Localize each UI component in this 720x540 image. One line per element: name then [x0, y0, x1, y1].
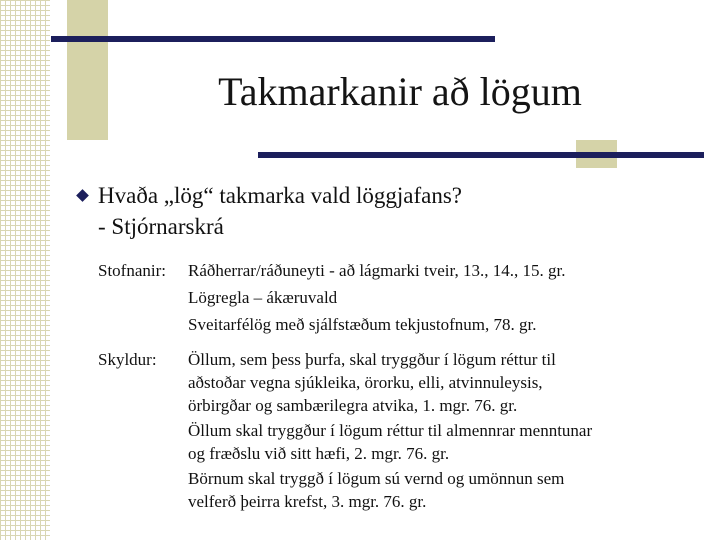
skyldur-line: Öllum, sem þess þurfa, skal tryggður í lögum réttur til — [188, 350, 556, 369]
stofnanir-line: Sveitarfélög með sjálfstæðum tekjustofnum, 78. gr. — [188, 315, 537, 334]
skyldur-line: velferð þeirra krefst, 3. mgr. 76. gr. — [188, 492, 427, 511]
stofnanir-line: Ráðherrar/ráðuneyti - að lágmarki tveir, 13., 14., 15. gr. — [188, 261, 566, 280]
skyldur-line: örbirgðar og sambærilegra atvika, 1. mgr. 76. gr. — [188, 396, 518, 415]
skyldur-line: Börnum skal tryggð í lögum sú vernd og umönnun sem — [188, 469, 565, 488]
skyldur-label: Skyldur: — [98, 350, 157, 369]
skyldur-line: aðstoðar vegna sjúkleika, örorku, elli, atvinnuleysis, — [188, 373, 543, 392]
diamond-bullet-icon — [76, 189, 89, 202]
olive-accent-block-top — [67, 0, 108, 140]
bullet-subtext: - Stjórnarskrá — [98, 214, 224, 239]
title-rule-top — [51, 36, 495, 42]
skyldur-line: og fræðslu við sitt hæfi, 2. mgr. 76. gr. — [188, 444, 450, 463]
slide-title: Takmarkanir að lögum — [218, 69, 582, 114]
title-rule-bottom — [258, 152, 704, 158]
bullet-question: Hvaða „lög“ takmarka vald löggjafans? — [98, 183, 463, 208]
stofnanir-label: Stofnanir: — [98, 261, 166, 280]
stofnanir-line: Lögregla – ákæruvald — [188, 288, 338, 307]
grid-pattern-decoration — [0, 0, 50, 540]
skyldur-line: Öllum skal tryggður í lögum réttur til almennrar menntunar — [188, 421, 593, 440]
